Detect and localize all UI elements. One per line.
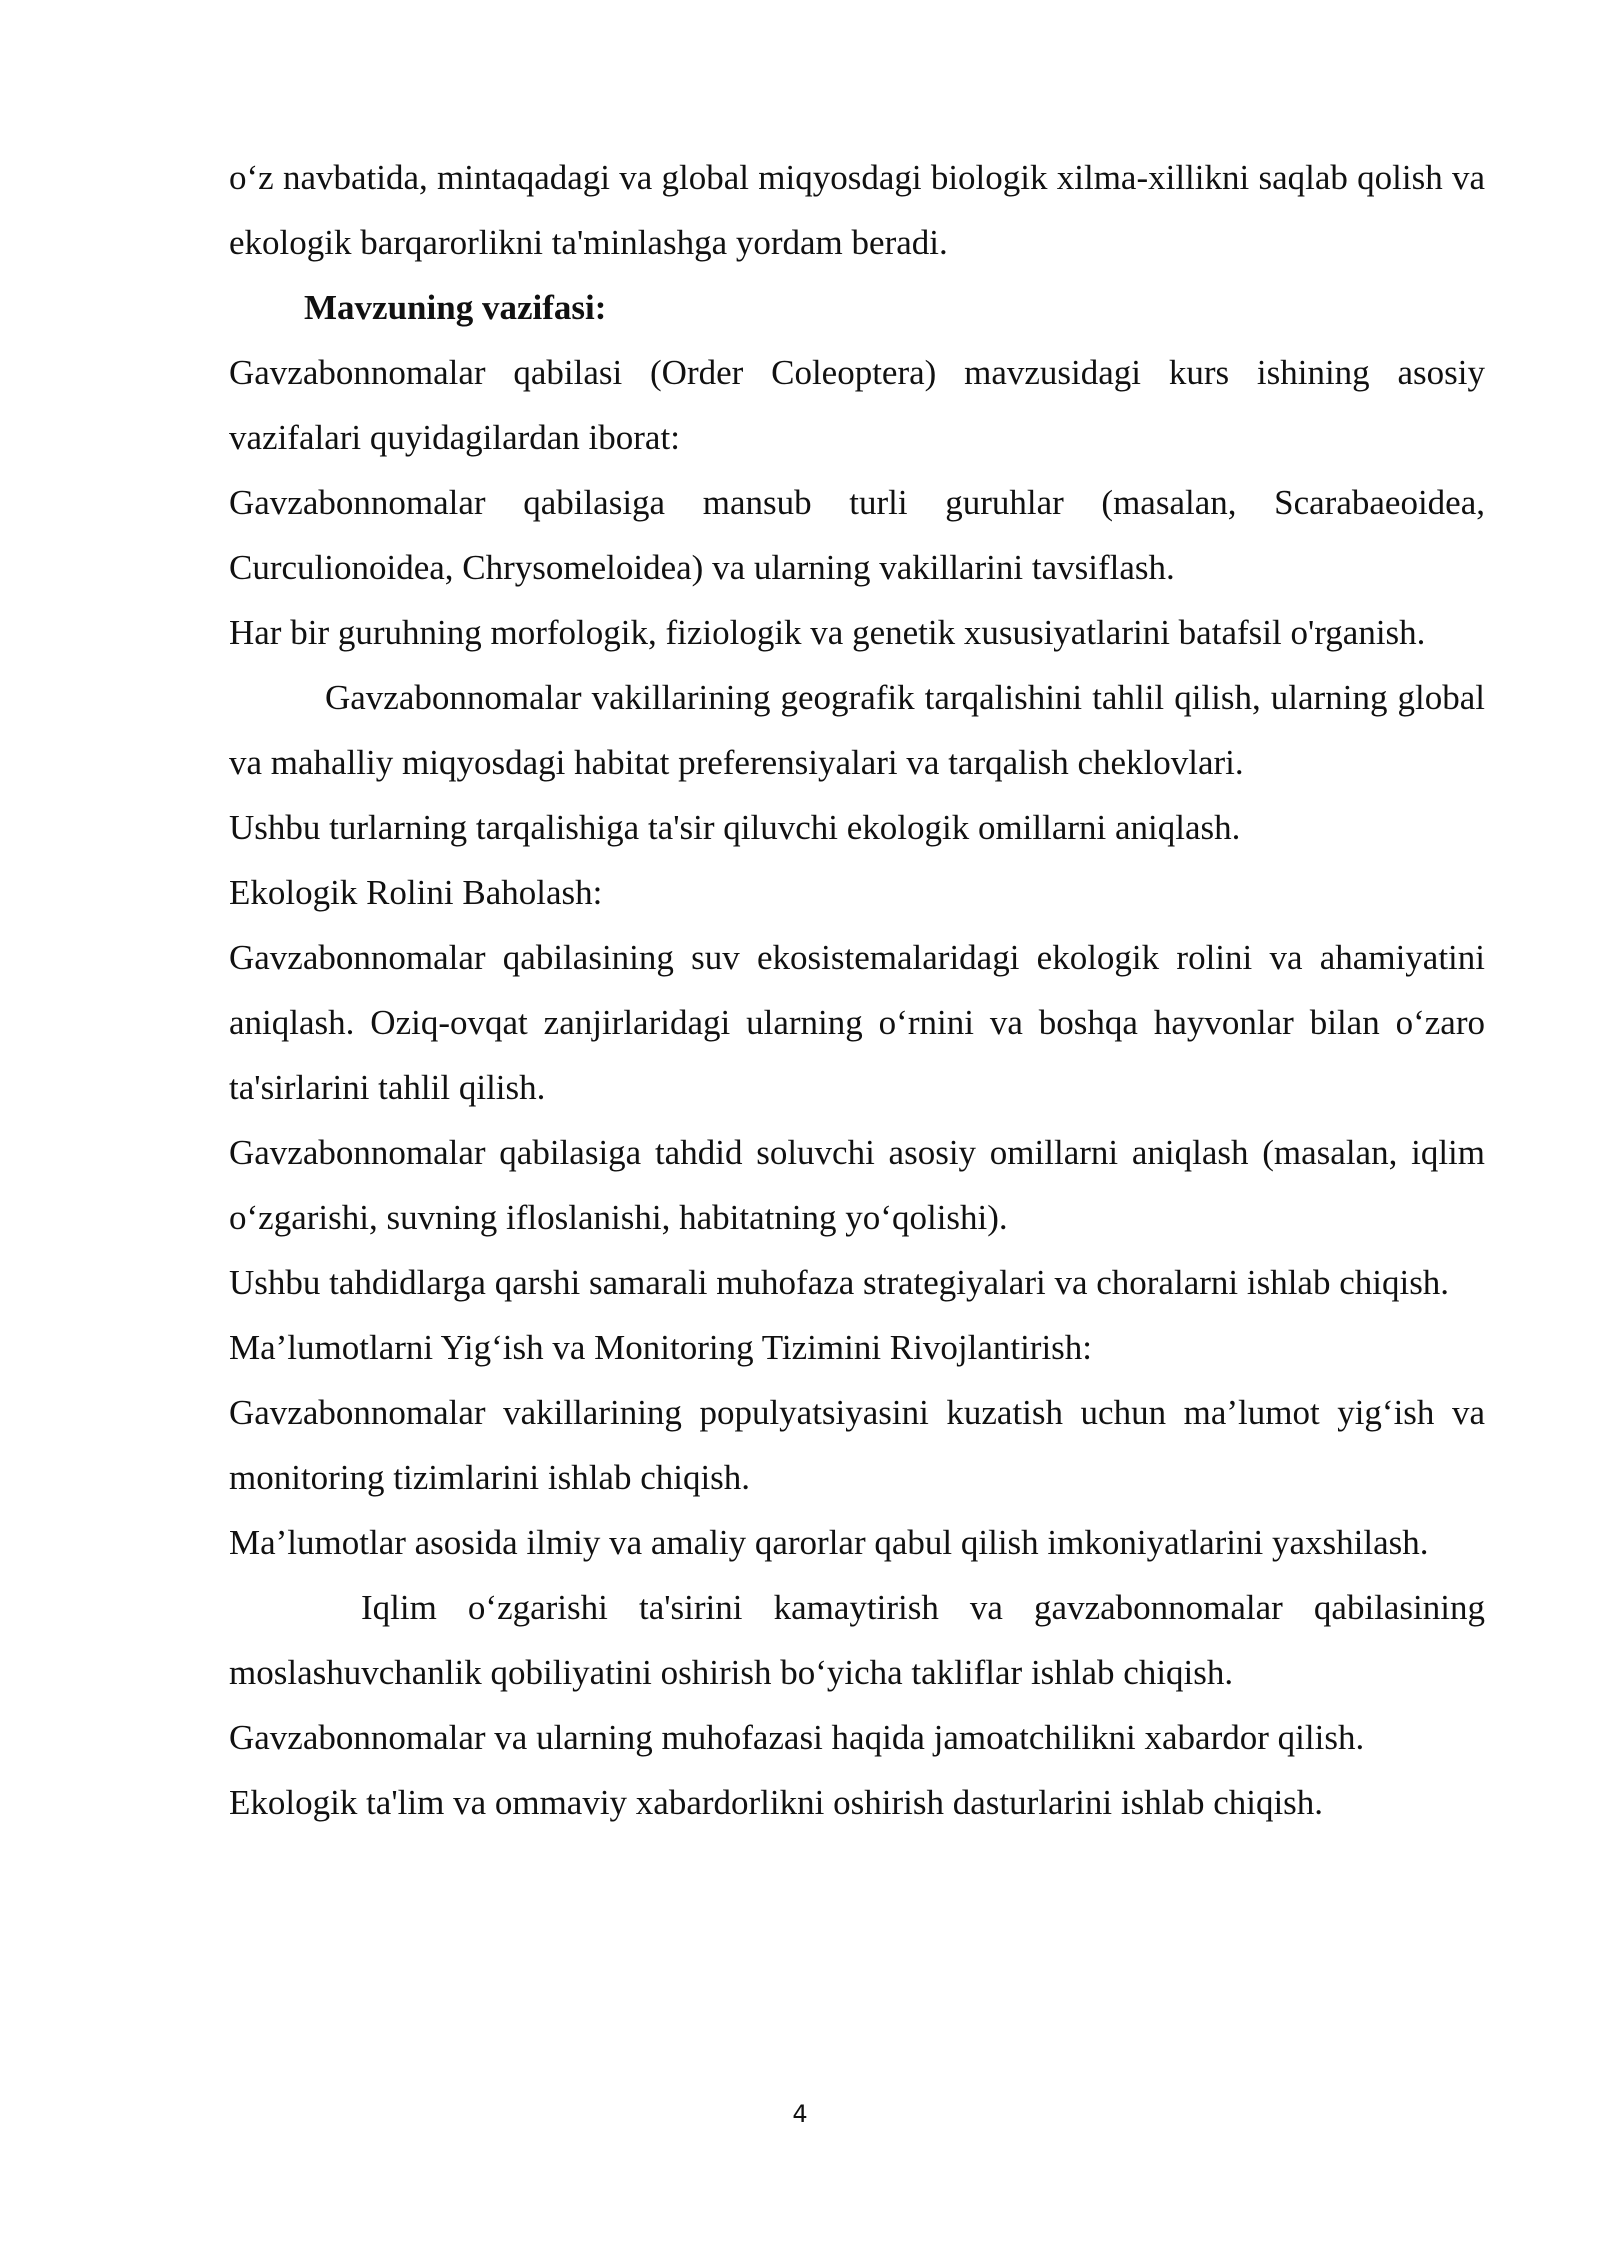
paragraph-strategies: Ushbu tahdidlarga qarshi samarali muhofaza strategiyalari va choralarni ishlab chiqish. xyxy=(229,1263,1450,1302)
paragraph-education: Ekologik ta'lim va ommaviy xabardorlikni oshirish dasturlarini ishlab chiqish. xyxy=(229,1783,1324,1822)
paragraph-decisions: Ma’lumotlar asosida ilmiy va amaliy qarorlar qabul qilish imkoniyatlarini yaxshilash. xyxy=(229,1523,1429,1562)
paragraph-monitoring-title: Ma’lumotlarni Yig‘ish va Monitoring Tizimini Rivojlantirish: xyxy=(229,1328,1093,1367)
paragraph-geography: Gavzabonnomalar vakillarining geografik tarqalishini tahlil qilish, ularning global va mahalliy miqyosdagi habitat preferensiyalari va tarqalish cheklovlari. xyxy=(229,678,1485,782)
paragraph-factors: Ushbu turlarning tarqalishiga ta'sir qiluvchi ekologik omillarni aniqlash. xyxy=(229,808,1241,847)
paragraph-climate: Iqlim o‘zgarishi ta'sirini kamaytirish va gavzabonnomalar qabilasining moslashuvchanlik qobiliyatini oshirish bo‘yicha takliflar ishlab chiqish. xyxy=(229,1588,1485,1692)
paragraph-continuation: o‘z navbatida, mintaqadagi va global miqyosdagi biologik xilma-xillikni saqlab qolish va ekologik barqarorlikni ta'minlashga yordam beradi. xyxy=(229,158,1485,262)
paragraph-ecological-role: Gavzabonnomalar qabilasining suv ekosistemalaridagi ekologik rolini va ahamiyatini aniqlash. Oziq-ovqat zanjirlaridagi ularning o‘rnini va boshqa hayvonlar bilan o‘zaro ta'sirlarini tahlil qilish. xyxy=(229,938,1485,1107)
paragraph-ecological-role-title: Ekologik Rolini Baholash: xyxy=(229,873,603,912)
body-text xyxy=(229,145,1485,1835)
paragraph-morphology: Har bir guruhning morfologik, fiziologik va genetik xususiyatlarini batafsil o'rganish. xyxy=(229,613,1426,652)
paragraph-intro: Gavzabonnomalar qabilasi (Order Coleoptera) mavzusidagi kurs ishining asosiy vazifalari quyidagilardan iborat: xyxy=(229,353,1485,457)
section-heading: Mavzuning vazifasi: xyxy=(304,288,607,327)
page-number: 4 xyxy=(792,2100,808,2128)
paragraph-groups: Gavzabonnomalar qabilasiga mansub turli guruhlar (masalan, Scarabaeoidea, Curculionoidea, Chrysomeloidea) va ularning vakillarini tavsiflash. xyxy=(229,483,1485,587)
paragraph-monitoring: Gavzabonnomalar vakillarining populyatsiyasini kuzatish uchun ma’lumot yig‘ish va monitoring tizimlarini ishlab chiqish. xyxy=(229,1393,1485,1497)
paragraph-public-awareness: Gavzabonnomalar va ularning muhofazasi haqida jamoatchilikni xabardor qilish. xyxy=(229,1718,1365,1757)
paragraph-threats: Gavzabonnomalar qabilasiga tahdid soluvchi asosiy omillarni aniqlash (masalan, iqlim o‘zgarishi, suvning ifloslanishi, habitatning yo‘qolishi). xyxy=(229,1133,1485,1237)
